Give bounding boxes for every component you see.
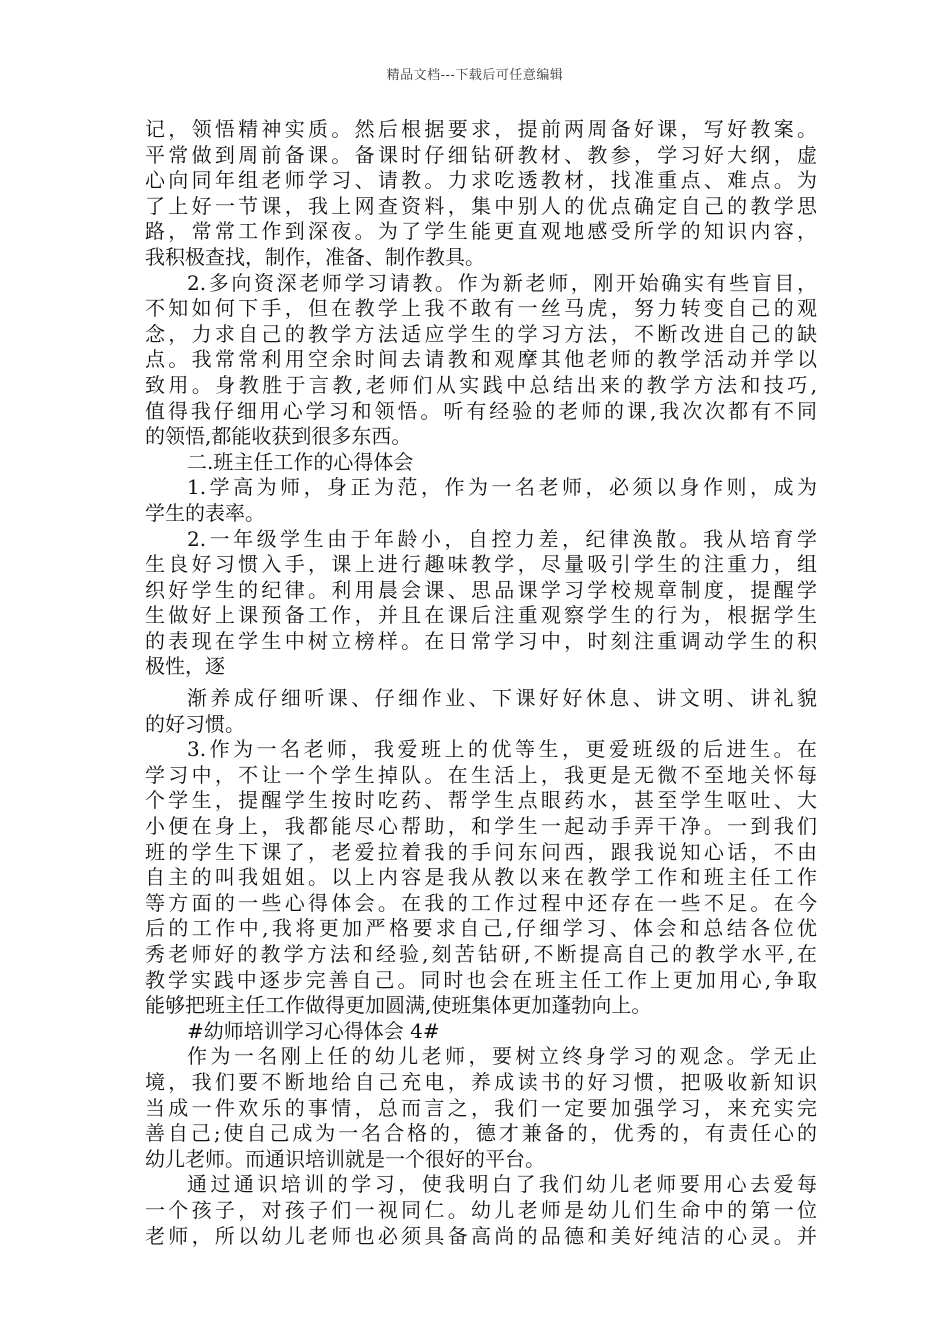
text-line: 等方面的一些心得体会。在我的工作过程中还存在一些不足。在今 bbox=[145, 890, 817, 915]
text-line: 生做好上课预备工作，并且在课后注重观察学生的行为，根据学生 bbox=[145, 603, 817, 628]
text-line: 善自己;使自己成为一名合格的，德才兼备的，优秀的，有责任心的 bbox=[145, 1121, 817, 1146]
text-line: 小便在身上，我都能尽心帮助，和学生一起动手弄干净。一到我们 bbox=[145, 814, 817, 839]
text-line: 的表现在学生中树立榜样。在日常学习中，时刻注重调动学生的积 bbox=[145, 628, 817, 653]
text-line: 2.多向资深老师学习请教。作为新老师，刚开始确实有些盲目， bbox=[187, 270, 817, 295]
text-line: 学生的表率。 bbox=[145, 500, 265, 525]
text-line: 念，力求自己的教学方法适应学生的学习方法，不断改进自己的缺 bbox=[145, 321, 817, 346]
text-line: 值得我仔细用心学习和领悟。听有经验的老师的课,我次次都有不同 bbox=[145, 398, 817, 423]
text-line: #幼师培训学习心得体会 4# bbox=[187, 1018, 440, 1043]
text-line: 的好习惯。 bbox=[145, 711, 245, 736]
text-line: 个学生，提醒学生按时吃药、帮学生点眼药水，甚至学生呕吐、大 bbox=[145, 788, 817, 813]
text-line: 路，常常工作到深夜。为了学生能更直观地感受所学的知识内容， bbox=[145, 219, 817, 244]
text-line: 极性，逐 bbox=[145, 654, 225, 679]
text-line: 点。我常常利用空余时间去请教和观摩其他老师的教学活动并学以 bbox=[145, 347, 817, 372]
text-line: 致用。身教胜于言教,老师们从实践中总结出来的教学方法和技巧, bbox=[145, 372, 817, 397]
text-line: 老师，所以幼儿老师也必须具备高尚的品德和美好纯洁的心灵。并 bbox=[145, 1223, 817, 1248]
document-body bbox=[145, 117, 817, 1249]
text-line: 织好学生的纪律。利用晨会课、思品课学习学校规章制度，提醒学 bbox=[145, 577, 817, 602]
text-line: 能够把班主任工作做得更加圆满,使班集体更加蓬勃向上。 bbox=[145, 993, 652, 1018]
text-line: 的领悟,都能收获到很多东西。 bbox=[145, 424, 412, 449]
text-line: 二.班主任工作的心得体会 bbox=[187, 449, 414, 474]
text-line: 后的工作中,我将更加严格要求自己,仔细学习、体会和总结各位优 bbox=[145, 916, 817, 941]
text-line: 自主的叫我姐姐。以上内容是我从教以来在教学工作和班主任工作 bbox=[145, 865, 817, 890]
text-line: 1.学高为师，身正为范，作为一名老师，必须以身作则，成为 bbox=[187, 475, 817, 500]
page-header: 精品文档---下载后可任意编辑 bbox=[386, 68, 564, 83]
text-line: 了上好一节课，我上网查资料，集中别人的优点确定自己的教学思 bbox=[145, 193, 817, 218]
text-line: 记，领悟精神实质。然后根据要求，提前两周备好课，写好教案。 bbox=[145, 117, 817, 141]
text-line: 生良好习惯入手，课上进行趣味教学，尽量吸引学生的注重力，组 bbox=[145, 552, 817, 577]
text-line: 班的学生下课了，老爱拉着我的手问东问西，跟我说知心话，不由 bbox=[145, 839, 817, 864]
text-line: 教学实践中逐步完善自己。同时也会在班主任工作上更加用心,争取 bbox=[145, 967, 817, 992]
text-line: 通过通识培训的学习，使我明白了我们幼儿老师要用心去爱每 bbox=[187, 1172, 817, 1197]
text-line: 不知如何下手，但在教学上我不敢有一丝马虎，努力转变自己的观 bbox=[145, 296, 817, 321]
text-line: 秀老师好的教学方法和经验,刻苦钻研,不断提高自己的教学水平,在 bbox=[145, 942, 817, 966]
text-line: 渐养成仔细听课、仔细作业、下课好好休息、讲文明、讲礼貌 bbox=[187, 686, 817, 711]
text-line: 学习中，不让一个学生掉队。在生活上，我更是无微不至地关怀每 bbox=[145, 762, 817, 787]
text-line: 一个孩子，对孩子们一视同仁。幼儿老师是幼儿们生命中的第一位 bbox=[145, 1197, 817, 1222]
text-line: 境，我们要不断地给自己充电，养成读书的好习惯，把吸收新知识 bbox=[145, 1069, 817, 1094]
text-line: 平常做到周前备课。备课时仔细钻研教材、教参，学习好大纲，虚 bbox=[145, 142, 817, 167]
text-line: 幼儿老师。而通识培训就是一个很好的平台。 bbox=[145, 1146, 545, 1171]
text-line: 当成一件欢乐的事情，总而言之，我们一定要加强学习，来充实完 bbox=[145, 1095, 817, 1120]
text-line: 心向同年组老师学习、请教。力求吃透教材，找准重点、难点。为 bbox=[145, 168, 817, 193]
text-line: 2.一年级学生由于年龄小，自控力差，纪律涣散。我从培育学 bbox=[187, 526, 817, 551]
text-line: 我积极查找，制作，准备、制作教具。 bbox=[145, 244, 485, 269]
text-line: 作为一名刚上任的幼儿老师，要树立终身学习的观念。学无止 bbox=[187, 1044, 817, 1069]
text-line: 3.作为一名老师，我爱班上的优等生，更爱班级的后进生。在 bbox=[187, 737, 817, 762]
